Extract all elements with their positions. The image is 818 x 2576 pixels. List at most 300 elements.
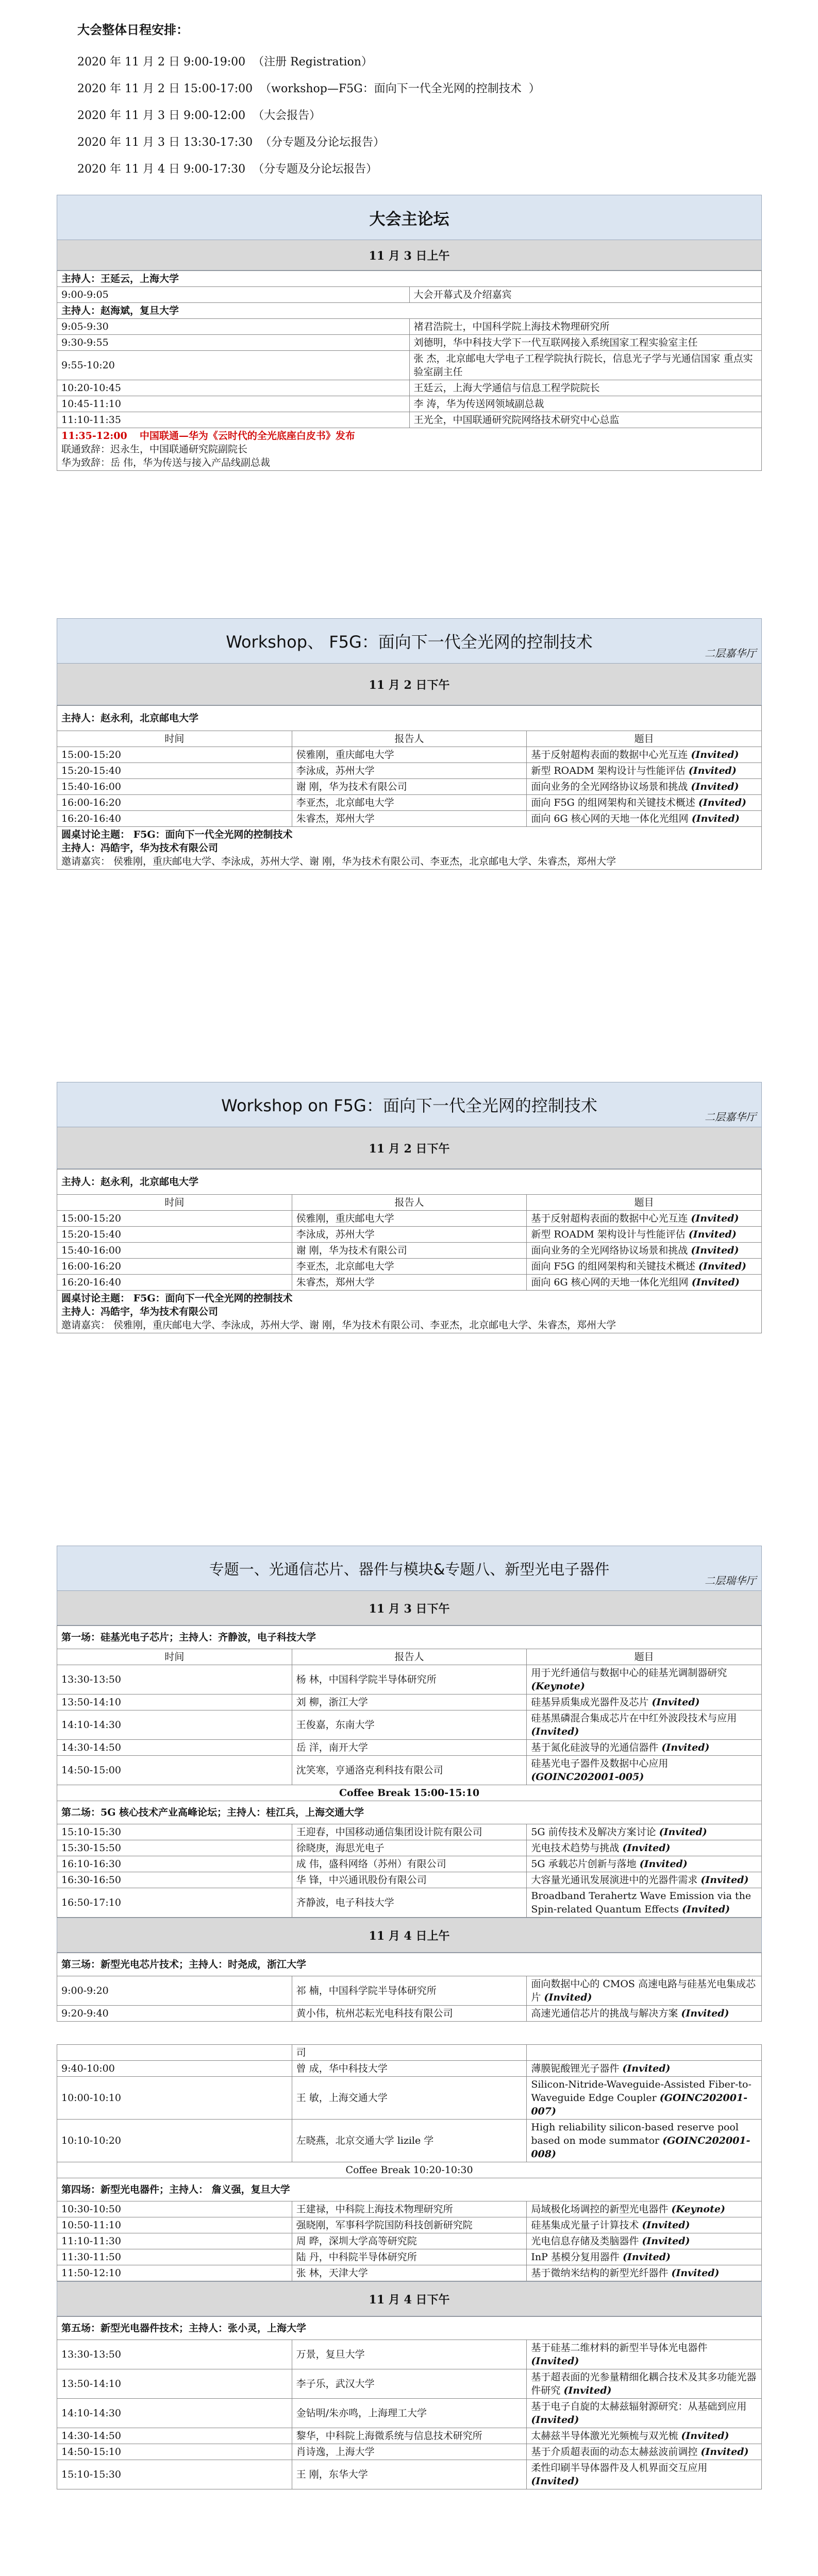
workshop-day: 11 月 2 日下午 — [57, 1127, 762, 1169]
time-cell: 10:20-10:45 — [57, 380, 410, 396]
title-cell — [527, 795, 762, 811]
time-cell: 15:00-15:20 — [57, 1211, 292, 1227]
talk-tag: (Invited) — [682, 1904, 730, 1915]
title-cell — [527, 2369, 762, 2399]
topic-table — [57, 1953, 762, 2281]
time-cell: 14:30-14:50 — [57, 1740, 292, 1756]
talk-tag: (Invited) — [688, 765, 737, 776]
talk-title: 薄膜铌酸锂光子器件 — [531, 2063, 620, 2074]
talk-title: 基于电子自旋的太赫兹辐射源研究：从基础到应用 — [531, 2401, 747, 2412]
time-cell: 13:50-14:10 — [57, 2369, 292, 2399]
speaker-cell: 杨 林，中国科学院半导体研究所 — [292, 1665, 527, 1694]
time-cell: 15:20-15:40 — [57, 1227, 292, 1243]
plenary-banner — [57, 195, 762, 240]
speaker-cell: 王迎春，中国移动通信集团设计院有限公司 — [292, 1824, 527, 1840]
talk-tag: (Keynote) — [671, 2204, 725, 2215]
table-row — [57, 2249, 762, 2265]
speaker-cell: 周 晔，深圳大学高等研究院 — [292, 2233, 527, 2249]
workshop-title: Workshop on F5G：面向下一代全光网的控制技术 — [221, 1096, 597, 1115]
item-cell: 大会开幕式及介绍嘉宾 — [409, 287, 762, 303]
speaker-cell: 张 林，天津大学 — [292, 2265, 527, 2281]
speaker-cell: 李泳成，苏州大学 — [292, 1227, 527, 1243]
time-cell: 13:30-13:50 — [57, 2340, 292, 2369]
title-cell — [527, 1227, 762, 1243]
time-cell: 9:00-9:05 — [57, 287, 410, 303]
title-cell — [527, 747, 762, 763]
table-row — [57, 1824, 762, 1840]
talk-title: 大容量光通讯发展演进中的光器件需求 — [531, 1874, 698, 1886]
title-cell — [527, 2399, 762, 2428]
talk-tag: (Invited) — [681, 2430, 729, 2442]
table-row — [57, 1259, 762, 1275]
time-cell: 11:10-11:30 — [57, 2233, 292, 2249]
title-cell — [527, 1740, 762, 1756]
table-row — [57, 2061, 762, 2077]
title-cell — [527, 763, 762, 779]
table-row — [57, 2428, 762, 2444]
talk-tag: (Invited) — [652, 1697, 700, 1708]
talk-title: 面向 6G 核心网的天地一体化光组网 — [531, 813, 689, 824]
topic-day: 11 月 4 日下午 — [57, 2281, 762, 2316]
table-row — [57, 1740, 762, 1756]
table-row — [57, 1888, 762, 1918]
workshop-venue: 二层嘉华厅 — [705, 1111, 756, 1123]
title-cell — [527, 2460, 762, 2489]
session-host: 第三场：新型光电芯片技术；主持人：时尧成，浙江大学 — [57, 1953, 762, 1976]
time-cell: 16:30-16:50 — [57, 1872, 292, 1888]
workshop-banner — [57, 618, 762, 664]
speaker-cell: 侯雅刚，重庆邮电大学 — [292, 1211, 527, 1227]
release-cell — [57, 428, 762, 471]
talk-title: InP 基模分复用器件 — [531, 2251, 620, 2263]
header-cell: 时间 — [57, 731, 292, 747]
header-cell: 题目 — [527, 1195, 762, 1211]
talk-title: 光电技术趋势与挑战 — [531, 1842, 620, 1854]
table-row — [57, 2201, 762, 2217]
title-cell — [527, 2217, 762, 2233]
item-cell: 李 涛，华为传送网领域副总裁 — [409, 396, 762, 412]
plenary-table — [57, 270, 762, 471]
table-row — [57, 1275, 762, 1291]
talk-tag: (GOINC202001-005) — [531, 1771, 644, 1783]
time-cell: 11:50-12:10 — [57, 2265, 292, 2281]
speaker-cell: 王 刚，东华大学 — [292, 2460, 527, 2489]
title-cell — [527, 1243, 762, 1259]
table-row — [57, 2460, 762, 2489]
table-row — [57, 2444, 762, 2460]
speaker-cell: 侯雅刚，重庆邮电大学 — [292, 747, 527, 763]
table-row — [57, 2233, 762, 2249]
table-row — [57, 1756, 762, 1785]
header-cell: 报告人 — [292, 1195, 527, 1211]
talk-tag: (Keynote) — [531, 1681, 585, 1692]
schedule-line: 2020 年 11 月 3 日 9:00-12:00 （大会报告） — [77, 109, 321, 122]
title-cell — [527, 2265, 762, 2281]
table-row — [57, 1976, 762, 2006]
speaker-cell: 谢 刚，华为技术有限公司 — [292, 1243, 527, 1259]
talk-title: 基于超表面的光参量精细化耦合技术及其多功能光器件研究 — [531, 2371, 757, 2396]
speaker-cell: 祁 楠，中国科学院半导体研究所 — [292, 1976, 527, 2006]
panel-cell — [57, 1291, 762, 1333]
time-cell: 9:00-9:20 — [57, 1976, 292, 2006]
talk-title: 基于微纳米结构的新型光纤器件 — [531, 2267, 669, 2279]
topic-banner — [57, 1546, 762, 1591]
item-cell: 刘德明，华中科技大学下一代互联网接入系统国家工程实验室主任 — [409, 335, 762, 351]
panel-cell — [57, 827, 762, 870]
speaker-cell: 左晓燕，北京交通大学 lizile 学 — [292, 2120, 527, 2162]
schedule-line: 2020 年 11 月 2 日 9:00-19:00 （注册 Registration） — [77, 56, 373, 69]
header-cell: 报告人 — [292, 1649, 527, 1665]
coffee-break: Coffee Break 15:00-15:10 — [57, 1785, 762, 1801]
table-row — [57, 795, 762, 811]
table-row — [57, 1840, 762, 1856]
time-cell: 15:20-15:40 — [57, 763, 292, 779]
talk-title: 新型 ROADM 架构设计与性能评估 — [531, 765, 686, 776]
item-cell: 褚君浩院士，中国科学院上海技术物理研究所 — [409, 319, 762, 335]
talk-tag: (Invited) — [659, 1826, 707, 1838]
time-cell — [57, 2045, 292, 2061]
table-row — [57, 2120, 762, 2162]
table-row — [57, 412, 762, 428]
time-cell: 15:40-16:00 — [57, 779, 292, 795]
talk-tag: (GOINC202001-007) — [531, 2092, 748, 2117]
title-cell — [527, 2045, 762, 2061]
item-cell: 王光全，中国联通研究院网络技术研究中心总监 — [409, 412, 762, 428]
talk-tag: (GOINC202001-008) — [531, 2135, 750, 2160]
talk-title: 高速光通信芯片的挑战与解决方案 — [531, 2008, 678, 2019]
time-cell: 14:10-14:30 — [57, 2399, 292, 2428]
coffee-break: Coffee Break 10:20-10:30 — [57, 2162, 762, 2178]
talk-title: 光电信息存储及类脑器件 — [531, 2235, 639, 2247]
time-cell: 15:30-15:50 — [57, 1840, 292, 1856]
time-cell: 16:20-16:40 — [57, 811, 292, 827]
title-cell — [527, 1275, 762, 1291]
speaker-cell: 强晓刚，军事科学院国防科技创新研究院 — [292, 2217, 527, 2233]
table-row — [57, 287, 762, 303]
title-cell — [527, 1756, 762, 1785]
title-cell — [527, 1856, 762, 1872]
time-cell: 10:50-11:10 — [57, 2217, 292, 2233]
talk-tag: (Invited) — [531, 2355, 579, 2367]
talk-title: 面向业务的全光网络协议场景和挑战 — [531, 781, 688, 792]
talk-title: 硅基集成光量子计算技术 — [531, 2219, 639, 2231]
header-cell: 报告人 — [292, 731, 527, 747]
speaker-cell: 沈笑寒，亨通洛克利科技有限公司 — [292, 1756, 527, 1785]
title-cell — [527, 2340, 762, 2369]
title-cell — [527, 2006, 762, 2022]
talk-tag: (Invited) — [531, 1726, 579, 1737]
topic-section — [57, 1546, 762, 2489]
header-cell: 题目 — [527, 1649, 762, 1665]
talk-tag: (Invited) — [622, 2063, 671, 2074]
table-row — [57, 1227, 762, 1243]
time-cell: 11:30-11:50 — [57, 2249, 292, 2265]
time-cell: 9:30-9:55 — [57, 335, 410, 351]
time-cell: 10:45-11:10 — [57, 396, 410, 412]
speaker-cell: 曾 成，华中科技大学 — [292, 2061, 527, 2077]
title-cell — [527, 1872, 762, 1888]
table-row — [57, 1856, 762, 1872]
speaker-cell: 朱睿杰，郑州大学 — [292, 1275, 527, 1291]
talk-tag: (Invited) — [671, 2267, 720, 2279]
title-cell — [527, 1665, 762, 1694]
talk-tag: (Invited) — [531, 2476, 579, 2487]
table-row — [57, 2340, 762, 2369]
topic-day: 11 月 3 日下午 — [57, 1591, 762, 1625]
item-cell: 张 杰，北京邮电大学电子工程学院执行院长，信息光子学与光通信国家 重点实验室副主任 — [409, 351, 762, 380]
talk-tag: (Invited) — [691, 781, 739, 792]
title-cell — [527, 2233, 762, 2249]
title-cell — [527, 1976, 762, 2006]
item-cell: 王廷云，上海大学通信与信息工程学院院长 — [409, 380, 762, 396]
title-cell — [527, 2444, 762, 2460]
table-row — [57, 2369, 762, 2399]
speaker-cell: 金钻明/朱亦鸣，上海理工大学 — [292, 2399, 527, 2428]
session-host: 第四场：新型光电器件；主持人： 詹义强，复旦大学 — [57, 2178, 762, 2201]
title-cell — [527, 2428, 762, 2444]
talk-title: 基于介质超表面的动态太赫兹波前调控 — [531, 2446, 698, 2458]
time-cell: 9:20-9:40 — [57, 2006, 292, 2022]
speaker-cell: 王 敏，上海交通大学 — [292, 2077, 527, 2120]
time-cell: 16:10-16:30 — [57, 1856, 292, 1872]
workshop-table — [57, 1169, 762, 1333]
schedule-title: 大会整体日程安排： — [77, 22, 189, 37]
workshop-section — [57, 618, 762, 870]
workshop-venue: 二层嘉华厅 — [705, 647, 756, 659]
release-time: 11:35-12:00 — [61, 430, 127, 442]
talk-title: 太赫兹半导体激光光频梳与双光梳 — [531, 2430, 678, 2442]
talk-title: 5G 承载芯片创新与落地 — [531, 1858, 637, 1870]
talk-title: 硅基光电子器件及数据中心应用 — [531, 1758, 669, 1769]
time-cell: 10:00-10:10 — [57, 2077, 292, 2120]
talk-tag: (Invited) — [691, 813, 740, 824]
session-host: 第二场：5G 核心技术产业高峰论坛；主持人：桂江兵，上海交通大学 — [57, 1801, 762, 1824]
talk-title: 面向数据中心的 CMOS 高速电路与硅基光电集成芯片 — [531, 1978, 756, 2003]
talk-tag: (Invited) — [700, 2446, 749, 2458]
time-cell: 15:10-15:30 — [57, 2460, 292, 2489]
table-row — [57, 351, 762, 380]
talk-tag: (Invited) — [691, 749, 739, 760]
talk-tag: (Invited) — [691, 1213, 739, 1224]
time-cell: 16:50-17:10 — [57, 1888, 292, 1918]
talk-title: 基于反射超构表面的数据中心光互连 — [531, 1213, 688, 1224]
talk-title: 硅基异质集成光器件及芯片 — [531, 1697, 649, 1708]
panel-guests: 邀请嘉宾： 侯雅刚，重庆邮电大学、李泳成，苏州大学、谢 刚，华为技术有限公司、李亚杰，北京邮电大学、朱睿杰，郑州大学 — [61, 856, 616, 867]
speaker-cell: 李亚杰，北京邮电大学 — [292, 1259, 527, 1275]
title-cell — [527, 811, 762, 827]
talk-title: 面向 6G 核心网的天地一体化光组网 — [531, 1277, 689, 1288]
title-cell — [527, 1888, 762, 1918]
schedule-line: 2020 年 11 月 4 日 9:00-17:30 （分专题及分论坛报告） — [77, 163, 378, 176]
time-cell: 16:20-16:40 — [57, 1275, 292, 1291]
topic-table — [57, 1625, 762, 1918]
talk-tag: (Invited) — [639, 1858, 688, 1870]
talk-tag: (Invited) — [622, 2251, 671, 2263]
table-row — [57, 2045, 762, 2061]
talk-title: 面向业务的全光网络协议场景和挑战 — [531, 1245, 688, 1256]
panel-host: 主持人：冯皓宇，华为技术有限公司 — [61, 842, 219, 854]
talk-title: 面向 F5G 的组网架构和关键技术概述 — [531, 1261, 695, 1272]
talk-title: 基于氮化硅波导的光通信器件 — [531, 1742, 659, 1753]
time-cell: 10:30-10:50 — [57, 2201, 292, 2217]
speaker-cell: 司 — [292, 2045, 527, 2061]
session-host: 第一场：硅基光电子芯片；主持人：齐静波，电子科技大学 — [57, 1626, 762, 1649]
talk-tag: (Invited) — [691, 1277, 740, 1288]
time-cell: 13:50-14:10 — [57, 1694, 292, 1710]
table-row — [57, 1243, 762, 1259]
talk-title: Silicon-Nitride-Waveguide-Assisted Fiber-to-Waveguide Edge Coupler — [531, 2079, 752, 2104]
talk-title: 局域极化场调控的新型光电器件 — [531, 2204, 669, 2215]
workshop-table — [57, 705, 762, 870]
plenary-host: 主持人：王延云，上海大学 — [57, 271, 762, 287]
talk-tag: (Invited) — [642, 2219, 690, 2231]
speaker-cell: 李泳成，苏州大学 — [292, 763, 527, 779]
release-title: 中国联通—华为《云时代的全光底座白皮书》发布 — [139, 430, 355, 442]
table-row — [57, 763, 762, 779]
plenary-host: 主持人：赵海斌，复旦大学 — [57, 303, 762, 319]
table-row — [57, 1710, 762, 1740]
speaker-cell: 万景，复旦大学 — [292, 2340, 527, 2369]
topic-title: 专题一、光通信芯片、器件与模块&专题八、新型光电子器件 — [209, 1560, 610, 1578]
plenary-title: 大会主论坛 — [369, 210, 449, 229]
header-cell: 时间 — [57, 1195, 292, 1211]
time-cell: 16:00-16:20 — [57, 795, 292, 811]
talk-tag: (Invited) — [691, 1245, 739, 1256]
speaker-cell: 徐晓庚，海思光电子 — [292, 1840, 527, 1856]
schedule-line: 2020 年 11 月 2 日 15:00-17:00 （workshop—F5G：面向下一代全光网的控制技术 ） — [77, 82, 540, 95]
talk-title: 硅基黑磷混合集成芯片在中红外波段技术与应用 — [531, 1713, 737, 1724]
time-cell: 15:00-15:20 — [57, 747, 292, 763]
talk-tag: (Invited) — [622, 1842, 671, 1854]
time-cell: 9:05-9:30 — [57, 319, 410, 335]
title-cell — [527, 2120, 762, 2162]
time-cell: 9:40-10:00 — [57, 2061, 292, 2077]
talk-tag: (Invited) — [698, 797, 746, 808]
speaker-cell: 王建禄，中科院上海技术物理研究所 — [292, 2201, 527, 2217]
time-cell: 14:50-15:10 — [57, 2444, 292, 2460]
speaker-cell: 朱睿杰，郑州大学 — [292, 811, 527, 827]
time-cell: 15:40-16:00 — [57, 1243, 292, 1259]
panel-host: 主持人：冯皓宇，华为技术有限公司 — [61, 1306, 219, 1317]
speaker-cell: 成 伟，盛科网络（苏州）有限公司 — [292, 1856, 527, 1872]
time-cell: 15:10-15:30 — [57, 1824, 292, 1840]
speaker-cell: 谢 刚，华为技术有限公司 — [292, 779, 527, 795]
table-row — [57, 1211, 762, 1227]
panel-topic: 圆桌讨论主题： F5G：面向下一代全光网的控制技术 — [61, 829, 293, 840]
time-cell: 9:55-10:20 — [57, 351, 410, 380]
table-row — [57, 428, 762, 471]
speaker-cell: 刘 柳，浙江大学 — [292, 1694, 527, 1710]
title-cell — [527, 1259, 762, 1275]
table-row — [57, 2217, 762, 2233]
time-cell: 14:10-14:30 — [57, 1710, 292, 1740]
speaker-cell: 岳 洋，南开大学 — [292, 1740, 527, 1756]
speaker-cell: 李亚杰，北京邮电大学 — [292, 795, 527, 811]
time-cell: 14:50-15:00 — [57, 1756, 292, 1785]
title-cell — [527, 2061, 762, 2077]
talk-tag: (Invited) — [563, 2385, 612, 2396]
talk-tag: (Invited) — [661, 1742, 710, 1753]
talk-title: 基于硅基二维材料的新型半导体光电器件 — [531, 2342, 708, 2353]
talk-tag: (Invited) — [700, 1874, 749, 1886]
table-row — [57, 2399, 762, 2428]
title-cell — [527, 2077, 762, 2120]
page-gap — [57, 2022, 762, 2045]
title-cell — [527, 1694, 762, 1710]
panel-topic: 圆桌讨论主题： F5G：面向下一代全光网的控制技术 — [61, 1293, 293, 1304]
schedule-line: 2020 年 11 月 3 日 13:30-17:30 （分专题及分论坛报告） — [77, 136, 385, 149]
workshop-section — [57, 1082, 762, 1333]
title-cell — [527, 1840, 762, 1856]
panel-guests: 邀请嘉宾： 侯雅刚，重庆邮电大学、李泳成，苏州大学、谢 刚，华为技术有限公司、李亚杰，北京邮电大学、朱睿杰，郑州大学 — [61, 1319, 616, 1331]
time-cell: 16:00-16:20 — [57, 1259, 292, 1275]
header-cell: 题目 — [527, 731, 762, 747]
topic-day: 11 月 4 日上午 — [57, 1918, 762, 1953]
workshop-banner — [57, 1082, 762, 1127]
speaker-cell: 华 锋，中兴通讯股份有限公司 — [292, 1872, 527, 1888]
table-row — [57, 1872, 762, 1888]
table-row — [57, 2006, 762, 2022]
workshop-day: 11 月 2 日下午 — [57, 664, 762, 705]
table-row — [57, 747, 762, 763]
plenary-day: 11 月 3 日上午 — [57, 240, 762, 270]
session-host: 第五场：新型光电器件技术；主持人：张小灵，上海大学 — [57, 2317, 762, 2340]
time-cell: 14:30-14:50 — [57, 2428, 292, 2444]
table-row — [57, 2077, 762, 2120]
table-row — [57, 779, 762, 795]
talk-title: 面向 F5G 的组网架构和关键技术概述 — [531, 797, 695, 808]
title-cell — [527, 779, 762, 795]
release-line: 华为致辞：岳 伟，华为传送与接入产品线副总裁 — [61, 457, 271, 468]
title-cell — [527, 1211, 762, 1227]
talk-title: 新型 ROADM 架构设计与性能评估 — [531, 1229, 686, 1240]
time-cell: 10:10-10:20 — [57, 2120, 292, 2162]
talk-tag: (Invited) — [698, 1261, 746, 1272]
table-row — [57, 2265, 762, 2281]
header-cell: 时间 — [57, 1649, 292, 1665]
speaker-cell: 黄小伟，杭州芯耘光电科技有限公司 — [292, 2006, 527, 2022]
workshop-host: 主持人：赵永利，北京邮电大学 — [57, 706, 762, 731]
talk-title: Broadband Terahertz Wave Emission via the Spin-related Quantum Effects — [531, 1890, 752, 1915]
time-cell: 13:30-13:50 — [57, 1665, 292, 1694]
speaker-cell: 李子乐，武汉大学 — [292, 2369, 527, 2399]
table-row — [57, 1665, 762, 1694]
talk-title: 基于反射超构表面的数据中心光互连 — [531, 749, 688, 760]
talk-tag: (Invited) — [681, 2008, 729, 2019]
speaker-cell: 王俊嘉，东南大学 — [292, 1710, 527, 1740]
plenary-section — [57, 195, 762, 471]
talk-title: 5G 前传技术及解决方案讨论 — [531, 1826, 656, 1838]
table-row — [57, 396, 762, 412]
workshop-title: Workshop、 F5G：面向下一代全光网的控制技术 — [226, 632, 593, 652]
table-row — [57, 811, 762, 827]
release-line: 联通致辞：迟永生，中国联通研究院副院长 — [61, 444, 248, 455]
title-cell — [527, 2249, 762, 2265]
talk-tag: (Invited) — [544, 1992, 592, 2003]
speaker-cell: 陆 丹，中科院半导体研究所 — [292, 2249, 527, 2265]
talk-title: 柔性印刷半导体器件及人机界面交互应用 — [531, 2462, 708, 2473]
workshop-host: 主持人：赵永利，北京邮电大学 — [57, 1170, 762, 1195]
overall-schedule — [77, 20, 747, 183]
topic-table — [57, 2316, 762, 2489]
table-row — [57, 335, 762, 351]
title-cell — [527, 2201, 762, 2217]
table-row — [57, 1694, 762, 1710]
topic-venue: 二层瑞华厅 — [705, 1574, 756, 1587]
talk-title: High reliability silicon-based reserve pool based on mode summator — [531, 2122, 739, 2146]
title-cell — [527, 1710, 762, 1740]
talk-tag: (Invited) — [531, 2414, 579, 2426]
